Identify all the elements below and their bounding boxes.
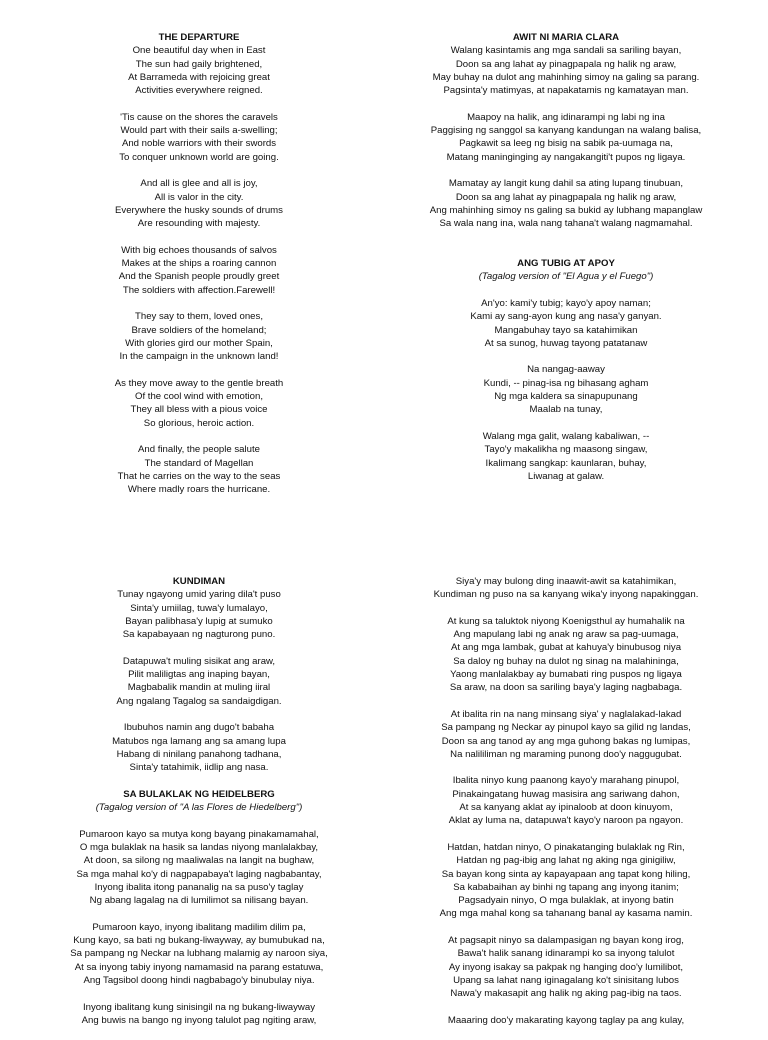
verse-line: Tunay ngayong umid yaring dila't puso — [117, 589, 281, 601]
verse-line: Inyong ibalitang kung sinisingil na ng bukang-liwayway — [83, 1001, 315, 1013]
verse-line: Kung kayo, sa bati ng bukang-liwayway, ay bumubukad na, — [73, 935, 325, 947]
stanza — [29, 921, 369, 987]
verse-line: Ang ngalang Tagalog sa sandaigdigan. — [116, 695, 282, 707]
verse-line: Tayo'y makalikha ng maasong singaw, — [484, 444, 648, 456]
verse-line: Kundiman ng puso na sa kanyang wika'y inyong napakinggan. — [433, 589, 699, 601]
verse-line: Mamatay ay langit kung dahil sa ating lupang tinubuan, — [448, 178, 684, 190]
stanza — [29, 44, 369, 97]
verse-line: 'Tis cause on the shores the caravels — [120, 111, 278, 123]
verse-line: Sa kababaihan ay binhi ng tapang ang inyong itanim; — [453, 881, 679, 893]
stanza — [29, 721, 369, 774]
verse-line: Ikalimang sangkap: kaunlaran, buhay, — [485, 457, 647, 469]
stanza — [396, 708, 736, 761]
verse-line: In the campaign in the unknown land! — [119, 351, 279, 363]
stanza — [396, 297, 736, 350]
verse-line: All is valor in the city. — [154, 191, 244, 203]
stanza — [29, 244, 369, 297]
verse-line: Walang mga galit, walang kabaliwan, -- — [482, 430, 650, 442]
poem-title: ANG TUBIG AT APOY — [517, 258, 615, 270]
verse-line: Na nangag-aaway — [527, 364, 605, 376]
verse-line: Walang kasintamis ang mga sandali sa sariling bayan, — [450, 45, 682, 57]
verse-line: Ang mapulang labi ng anak ng araw sa pag-uumaga, — [453, 629, 679, 641]
verse-line: Sa pampang ng Neckar na lubhang malamig ay naroon siya, — [70, 948, 328, 960]
verse-line: And all is glee and all is joy, — [140, 178, 258, 190]
verse-line: Doon sa ang lahat ay pinagpapala ng halik ng araw, — [455, 58, 677, 70]
poem-title: SA BULAKLAK NG HEIDELBERG — [123, 788, 275, 800]
verse-line: Brave soldiers of the homeland; — [131, 324, 267, 336]
verse-line: Would part with their sails a-swelling; — [120, 125, 278, 137]
poem-body — [29, 44, 369, 496]
verse-line: Pagkawit sa leeg ng bisig na sabik pa-uumaga na, — [459, 138, 673, 150]
verse-line: Activities everywhere reigned. — [135, 85, 263, 97]
verse-line: Datapuwa't muling sisikat ang araw, — [122, 655, 276, 667]
verse-line: And noble warriors with their swords — [121, 138, 277, 150]
verse-line: May buhay na dulot ang mahinhing simoy na galing sa parang. — [432, 71, 700, 83]
poem-kundiman — [29, 575, 369, 1040]
verse-line: Magbabalik mandin at muling iiral — [127, 682, 271, 694]
verse-line: With glories gird our mother Spain, — [125, 337, 273, 349]
verse-line: Doon sa ang tanod ay ang mga guhong bakas ng lumipas, — [441, 735, 691, 747]
verse-line: And the Spanish people proudly greet — [118, 271, 280, 283]
stanza — [29, 655, 369, 708]
verse-line: Ibalita ninyo kung paanong kayo'y marahang pinupol, — [452, 775, 680, 787]
stanza — [396, 1014, 736, 1027]
verse-line: Yaong manlalakbay ay bumabati ring puspos ng ligaya — [450, 669, 682, 681]
stanza — [396, 430, 736, 483]
poem-body — [396, 297, 736, 483]
verse-line: At sa inyong tabiy inyong namamasid na parang estatuwa, — [74, 961, 324, 973]
verse-line: Paggising ng sanggol sa kanyang kandungan na walang balisa, — [430, 125, 702, 137]
verse-line: Pagsadyain ninyo, O mga bulaklak, at inyong batin — [458, 895, 674, 907]
verse-line: Liwanag at galaw. — [527, 470, 605, 482]
verse-line: Matang maninginging ay nangakangiti't pupos ng ligaya. — [446, 151, 686, 163]
verse-line: Ng mga kaldera sa sinapupunang — [494, 391, 638, 403]
verse-line: Pagsinta'y matimyas, at napakatamis ng kamatayan man. — [443, 85, 689, 97]
verse-line: Bawa't halik sanang idinarampi ko sa inyong talulot — [457, 948, 675, 960]
stanza — [396, 934, 736, 1000]
verse-line: Makes at the ships a roaring cannon — [121, 258, 277, 270]
verse-line: Pumaroon kayo, inyong ibalitang madilim dilim pa, — [92, 921, 306, 933]
verse-line: Sa araw, na doon sa sariling baya'y laging nagbabaga. — [449, 682, 683, 694]
verse-line: Mangabuhay tayo sa katahimikan — [494, 324, 638, 336]
verse-line: Maaaring doo'y makarating kayong taglay pa ang kulay, — [447, 1014, 685, 1026]
verse-line: They all bless with a pious voice — [130, 404, 268, 416]
stanza — [29, 310, 369, 363]
verse-line: Sa bayan kong sinta ay kapayapaan ang tapat kong hiling, — [441, 868, 691, 880]
verse-line: Are resounding with majesty. — [137, 218, 261, 230]
verse-line: The standard of Magellan — [144, 457, 254, 469]
verse-line: Ay inyong isakay sa pakpak ng hanging doo'y lumilibot, — [448, 961, 684, 973]
verse-line: Bayan palibhasa'y lupig at sumuko — [125, 615, 273, 627]
verse-line: Sa pampang ng Neckar ay pinupol kayo sa gilid ng landas, — [441, 722, 691, 734]
verse-line: Pumaroon kayo sa mutya kong bayang pinakamamahal, — [79, 828, 319, 840]
verse-line: At doon, sa silong ng maaliwalas na langit na bughaw, — [83, 855, 315, 867]
verse-line: And finally, the people salute — [138, 444, 260, 456]
verse-line: Pinakaingatang huwag masisira ang sariwang dahon, — [452, 788, 680, 800]
verse-line: Hatdan, hatdan ninyo, O pinakatanging bulaklak ng Rin, — [447, 841, 685, 853]
verse-line: Of the cool wind with emotion, — [135, 391, 263, 403]
verse-line: To conquer unknown world are going. — [119, 151, 279, 163]
stanza — [396, 615, 736, 695]
verse-line: Upang sa lahat nang iginagalang ko't sinisitang lubos — [453, 974, 679, 986]
verse-line: Ang buwis na bango ng inyong talulot pag ngiting araw, — [81, 1014, 317, 1026]
verse-line: O mga bulaklak na hasik sa landas niyong manlalakbay, — [79, 841, 319, 853]
poem-body — [396, 575, 736, 1027]
verse-line: Sa wala nang ina, wala nang tahana't walang nagmamahal. — [439, 218, 693, 230]
poem-continuation — [396, 575, 736, 1040]
stanza — [396, 774, 736, 827]
verse-line: Sinta'y umiilag, tuwa'y lumalayo, — [130, 602, 268, 614]
verse-line: Inyong ibalita itong pananalig na sa puso'y taglay — [94, 881, 304, 893]
verse-line: Matubos nga lamang ang sa amang lupa — [112, 735, 286, 747]
stanza — [29, 588, 369, 641]
verse-line: At kung sa taluktok niyong Koenigsthul ay humahalik na — [447, 615, 685, 627]
verse-line: Ang mahinhing simoy ns galing sa bukid ay lubhang mapanglaw — [429, 204, 703, 216]
verse-line: At pagsapit ninyo sa dalampasigan ng bayan kong irog, — [448, 935, 684, 947]
verse-line: At Barrameda with rejoicing great — [128, 71, 270, 83]
poem-title: KUNDIMAN — [172, 576, 226, 587]
poem-body — [396, 44, 736, 230]
stanza — [396, 44, 736, 97]
verse-line: They say to them, loved ones, — [135, 311, 263, 323]
verse-line: An'yo: kami'y tubig; kayo'y apoy naman; — [481, 297, 651, 309]
stanza — [29, 177, 369, 230]
poem-subtitle: (Tagalog version of "El Agua y el Fuego") — [478, 271, 654, 283]
verse-line: Kami ay sang-ayon kung ang nasa'y ganyan. — [470, 311, 662, 323]
stanza — [29, 443, 369, 496]
stanza — [396, 841, 736, 921]
verse-line: Ang Tagsibol doong hindi nagbabago'y binubulay niya. — [83, 974, 315, 986]
verse-line: Hatdan ng pag-ibig ang lahat ng aking nga ginigiliw, — [456, 855, 676, 867]
stanza — [396, 575, 736, 602]
verse-line: Sinta'y tatahimik, iidlip ang nasa. — [129, 762, 269, 774]
verse-line: Everywhere the husky sounds of drums — [115, 204, 283, 216]
verse-line: As they move away to the gentle breath — [114, 377, 284, 389]
poem-title: THE DEPARTURE — [158, 32, 240, 43]
verse-line: One beautiful day when in East — [132, 45, 266, 57]
verse-line: Ibubuhos namin ang dugo't babaha — [123, 722, 275, 734]
verse-line: Pilit maliligtas ang inaping bayan, — [128, 669, 270, 681]
verse-line: The soldiers with affection.Farewell! — [122, 284, 276, 296]
stanza — [29, 377, 369, 430]
verse-line: Maalab na tunay, — [529, 404, 603, 416]
poem-the-departure — [29, 31, 369, 510]
verse-line: At sa kanyang aklat ay ipinaloob at doon kinuyom, — [459, 802, 673, 814]
stanza — [396, 177, 736, 230]
verse-line: At ibalita rin na nang minsang siya' y naglalakad-lakad — [450, 708, 682, 720]
verse-line: Na nalililiman ng maraming punong doo'y naggugubat. — [450, 748, 682, 760]
stanza — [396, 363, 736, 416]
verse-line: Habang di ninilang panahong tadhana, — [116, 748, 282, 760]
verse-line: At ang mga lambak, gubat at kahuya'y binubusog niya — [450, 642, 682, 654]
stanza — [29, 1001, 369, 1028]
poem-title: AWIT NI MARIA CLARA — [512, 32, 620, 43]
verse-line: Ang mga mahal kong sa tahanang banal ay kasama namin. — [439, 908, 693, 920]
verse-line: With big echoes thousands of salvos — [121, 244, 277, 256]
verse-line: Doon sa ang lahat ay pinagpapala ng halik ng araw, — [455, 191, 677, 203]
verse-line: At sa sunog, huwag tayong patatanaw — [484, 337, 648, 349]
verse-line: Maapoy na halik, ang idinarampi ng labi ng ina — [467, 111, 665, 123]
stanza — [396, 111, 736, 164]
poem-awit-ni-maria-clara — [396, 31, 736, 496]
verse-line: Sa daloy ng buhay na dulot ng sinag na malahininga, — [453, 655, 679, 667]
stanza — [29, 111, 369, 164]
verse-line: Aklat ay luma na, datapuwa't kayo'y naroon pa ngayon. — [448, 815, 684, 827]
stanza — [29, 828, 369, 908]
verse-line: Sa kapabayaan ng nagturong puno. — [122, 629, 276, 641]
verse-line: Siya'y may bulong ding inaawit-awit sa katahimikan, — [455, 576, 677, 587]
poem-body — [29, 828, 369, 1027]
verse-line: Where madly roars the hurricane. — [127, 484, 271, 496]
verse-line: Kundi, -- pinag-isa ng bihasang agham — [483, 377, 649, 389]
poem-subtitle: (Tagalog version of "A las Flores de Hiedelberg") — [95, 802, 303, 814]
verse-line: Sa mga mahal ko'y di nagpapabaya't laging nagbabantay, — [76, 868, 322, 880]
poem-body — [29, 588, 369, 774]
verse-line: Ng abang lagalag na di lumilimot sa nilisang bayan. — [89, 895, 309, 907]
verse-line: The sun had gaily brightened, — [135, 58, 263, 70]
verse-line: That he carries on the way to the seas — [117, 470, 281, 482]
verse-line: So glorious, heroic action. — [143, 417, 255, 429]
verse-line: Nawa'y makasapit ang halik ng aking pag-ibig na taos. — [450, 988, 682, 1000]
